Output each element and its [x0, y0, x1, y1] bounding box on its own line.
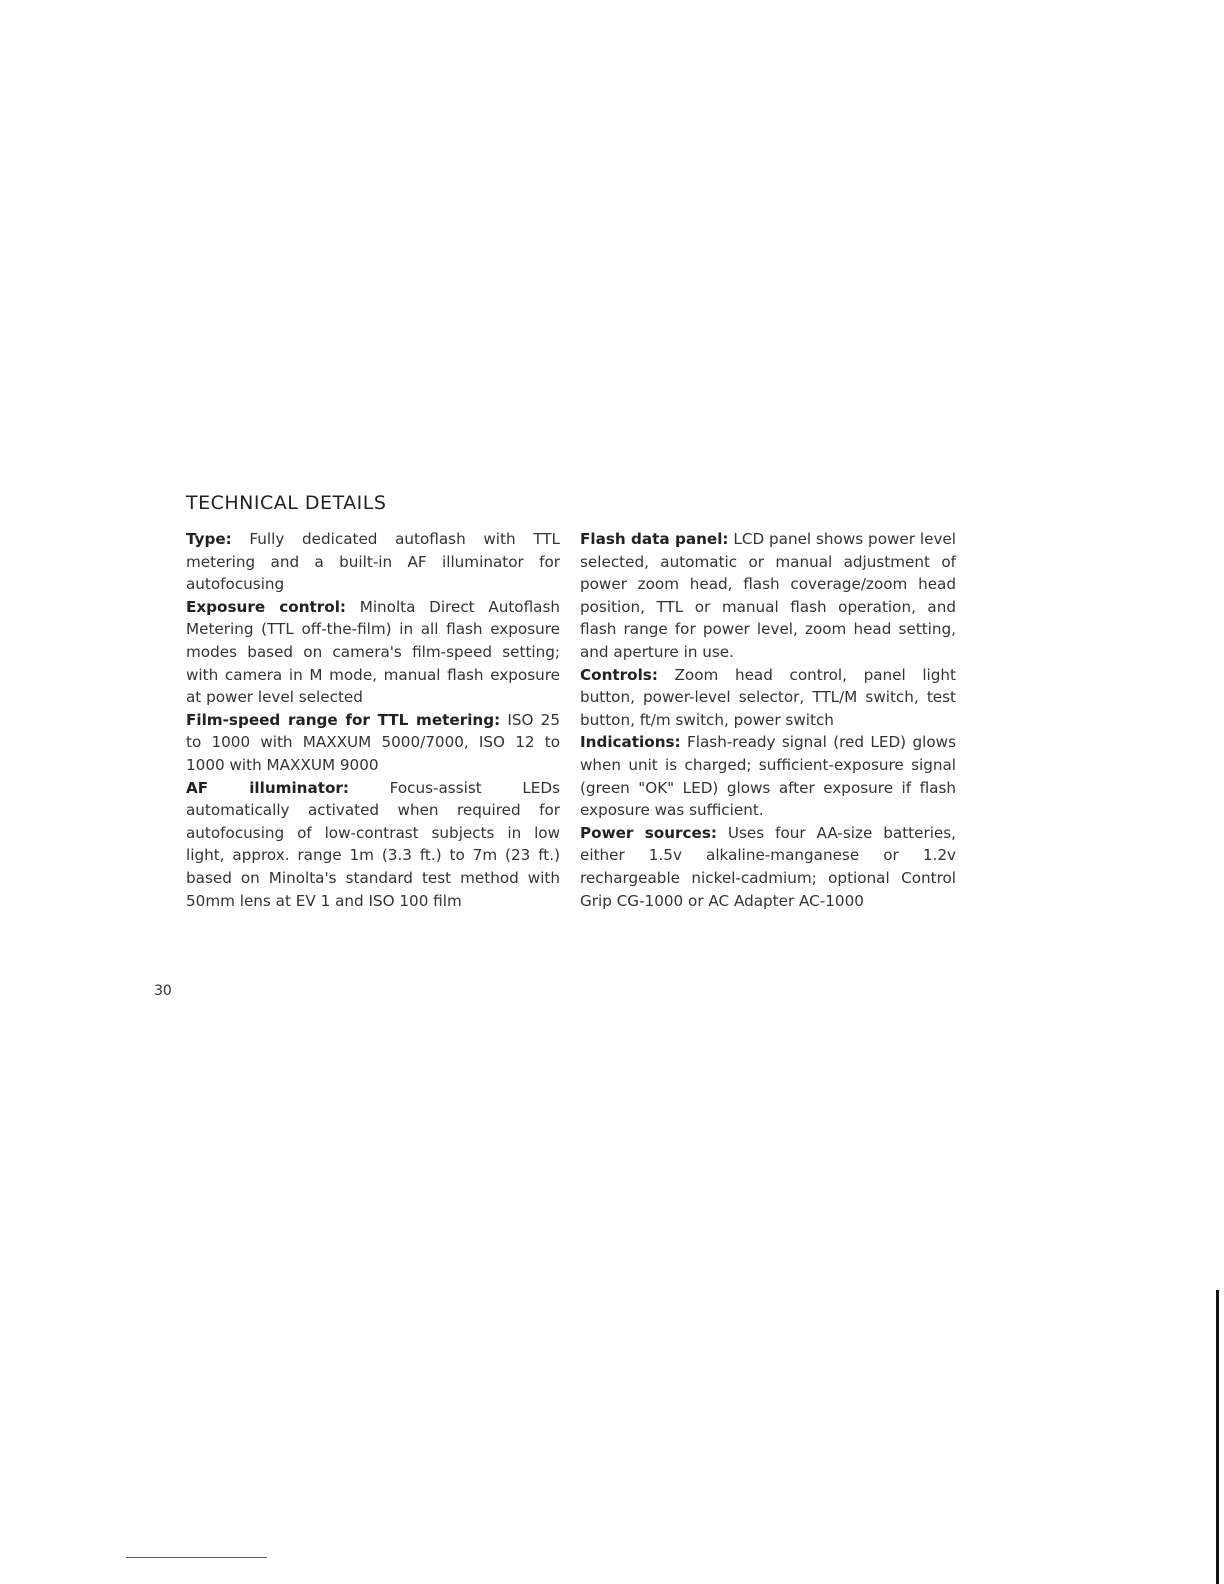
spec-entry-flash-data-panel [580, 528, 956, 664]
scan-edge-divider [1216, 1290, 1219, 1584]
page-title: TECHNICAL DETAILS [186, 492, 387, 514]
spec-text: Fully dedicated autoflash with TTL metering and a built-in AF illuminator for autofocusing [186, 530, 560, 594]
spec-entry-af-illuminator [186, 777, 560, 913]
footer-underline-divider [126, 1557, 267, 1558]
spec-term: Indications: [580, 733, 681, 752]
spec-entry-exposure-control [186, 596, 560, 709]
page-number: 30 [154, 983, 172, 999]
spec-entry-power-sources [580, 822, 956, 912]
spec-text: Focus-assist LEDs automatically activated when required for autofocusing of low-contrast subjects in low light, approx. range 1m (3.3 ft.) to 7m (23 ft.) based on Minolta's standard test method with 50mm lens at EV 1 and ISO 100 film [186, 778, 560, 910]
spec-text: LCD panel shows power level selected, automatic or manual adjustment of power zoom head, flash coverage/zoom head position, TTL or manual flash operation, and flash range for power level, zoom head setting, and aperture in use. [580, 530, 956, 661]
left-column [186, 528, 560, 912]
spec-term: Power sources: [580, 823, 717, 842]
spec-text: Uses four AA-size batteries, either 1.5v alkaline-manganese or 1.2v rechargeable nickel-cadmium; optional Control Grip CG-1000 or AC Adapter AC-1000 [580, 823, 956, 910]
spec-text: Flash-ready signal (red LED) glows when unit is charged; sufficient-exposure signal (green "OK" LED) glows after exposure if flash exposure was sufficient. [580, 733, 956, 820]
spec-entry-film-speed-range [186, 709, 560, 777]
spec-term: Film-speed range for TTL metering: [186, 710, 501, 729]
spec-term: Type: [186, 530, 232, 548]
spec-text: Zoom head control, panel light button, power-level selector, TTL/M switch, test button, ft/m switch, power switch [580, 665, 956, 729]
spec-term: Flash data panel: [580, 530, 729, 548]
spec-entry-type [186, 528, 560, 596]
spec-text: Minolta Direct Autoflash Metering (TTL off-the-film) in all flash exposure modes based on camera's film-speed setting; with camera in M mode, manual flash exposure at power level selected [186, 597, 561, 707]
spec-text: ISO 25 to 1000 with MAXXUM 5000/7000, ISO 12 to 1000 with MAXXUM 9000 [186, 710, 560, 774]
spec-term: AF illuminator: [186, 778, 349, 797]
spec-entry-indications [580, 731, 956, 821]
spec-term: Controls: [580, 665, 658, 684]
spec-term: Exposure control: [186, 597, 346, 616]
spec-entry-controls [580, 664, 956, 732]
right-column [580, 528, 956, 912]
